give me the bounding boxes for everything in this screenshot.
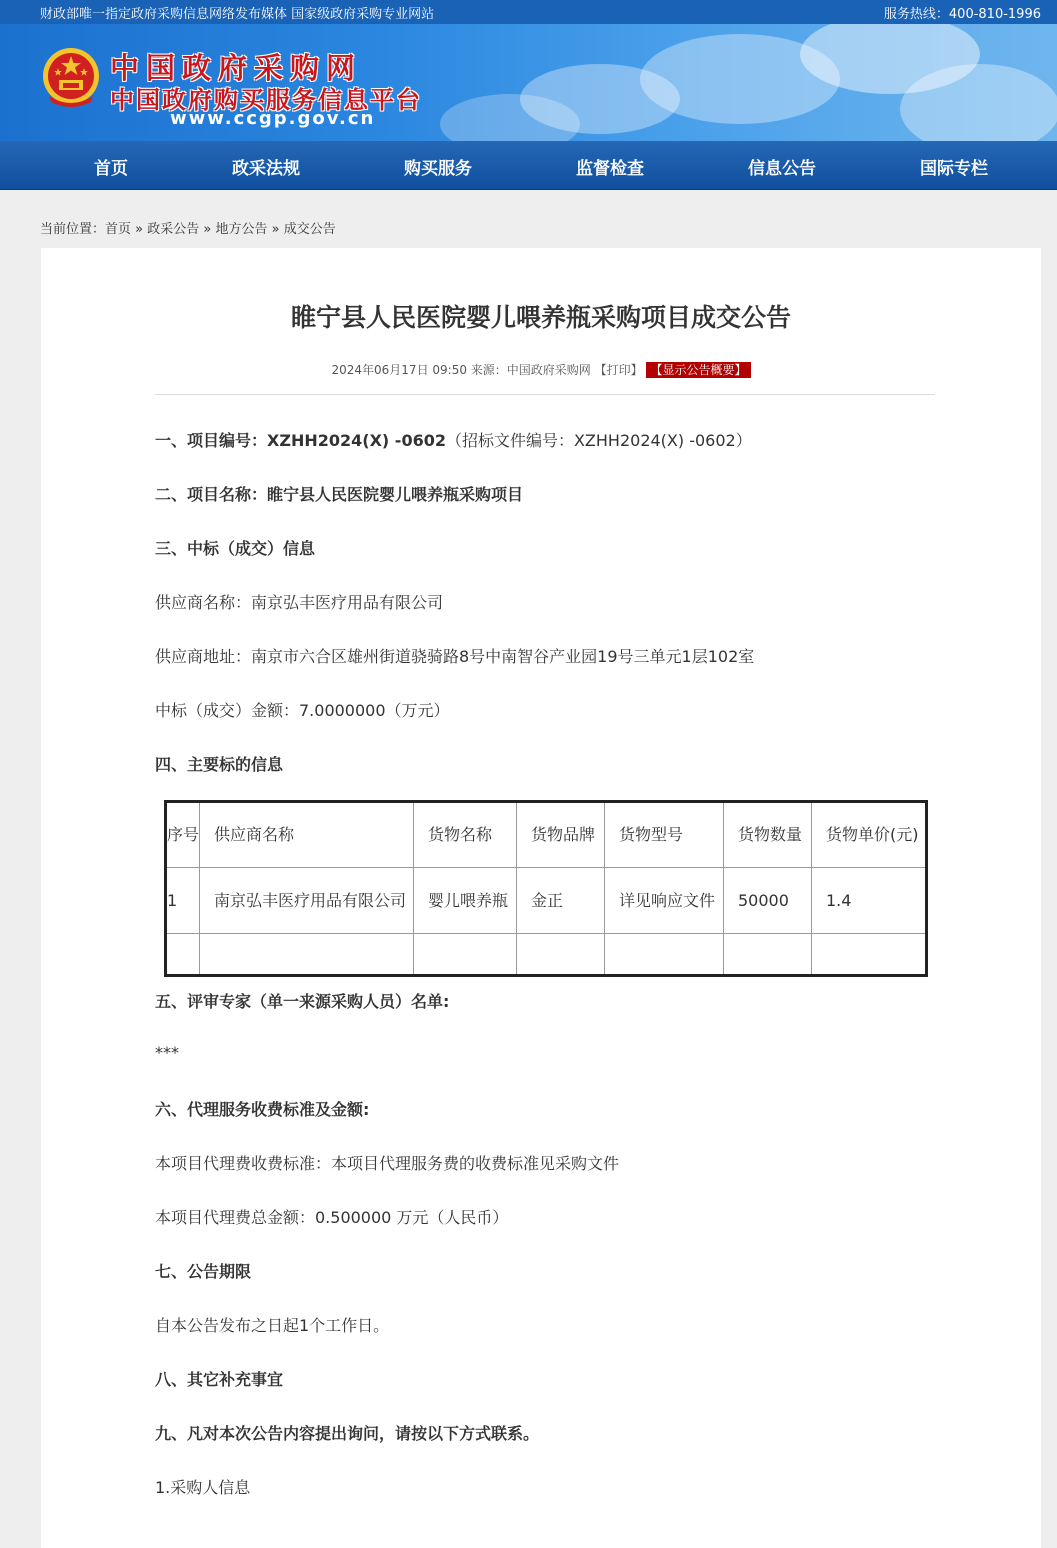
breadcrumb-local-notices[interactable]: 地方公告 xyxy=(215,222,268,237)
national-emblem-icon xyxy=(41,46,101,110)
site-logo-title[interactable]: 中国政府采购网 xyxy=(110,51,363,85)
article-source: 来源：中国政府采购网 xyxy=(470,363,591,377)
divider xyxy=(155,394,935,395)
purchaser-info-heading: 1.采购人信息 xyxy=(155,1478,251,1497)
breadcrumb-separator: » xyxy=(131,222,148,237)
section-project-name: 二、项目名称：睢宁县人民医院婴儿喂养瓶采购项目 xyxy=(155,485,524,504)
breadcrumb-procurement-notices[interactable]: 政采公告 xyxy=(147,222,200,237)
experts-list: *** xyxy=(155,1043,179,1062)
table-cell xyxy=(812,934,927,976)
table-header-cell: 供应商名称 xyxy=(200,802,414,868)
nav-item-supervision[interactable]: 监督检查 xyxy=(576,159,644,179)
nav-item-international[interactable]: 国际专栏 xyxy=(920,159,988,179)
table-cell xyxy=(605,934,724,976)
section-notice-period: 七、公告期限 xyxy=(155,1262,252,1281)
section-project-number xyxy=(155,428,752,451)
table-header-cell: 货物型号 xyxy=(605,802,724,868)
table-header-cell: 序号 xyxy=(166,802,200,868)
table-cell: 1.4 xyxy=(812,868,927,934)
table-header-row xyxy=(166,802,927,868)
table-header-cell: 货物名称 xyxy=(414,802,517,868)
table-header-cell: 货物单价(元) xyxy=(812,802,927,868)
breadcrumb xyxy=(40,218,336,237)
table-cell xyxy=(724,934,812,976)
project-number-value: XZHH2024(X) -0602 xyxy=(267,431,446,450)
site-slogan: 财政部唯一指定政府采购信息网络发布媒体 国家级政府采购专业网站 xyxy=(40,7,435,22)
publish-date: 2024年06月17日 09:50 xyxy=(331,363,467,377)
award-amount: 中标（成交）金额：7.0000000（万元） xyxy=(155,701,450,720)
service-hotline: 服务热线：400-810-1996 xyxy=(883,7,1041,22)
show-summary-button[interactable]: 【显示公告概要】 xyxy=(646,362,750,378)
nav-item-announcements[interactable]: 信息公告 xyxy=(748,159,816,179)
agency-fee-total: 本项目代理费总金额：0.500000 万元（人民币） xyxy=(155,1208,509,1227)
tender-doc-number: （招标文件编号：XZHH2024(X) -0602） xyxy=(445,431,752,450)
supplier-name: 供应商名称：南京弘丰医疗用品有限公司 xyxy=(155,593,444,612)
breadcrumb-separator: » xyxy=(199,222,216,237)
table-header-cell: 货物品牌 xyxy=(517,802,605,868)
section-agency-fee: 六、代理服务收费标准及金额: xyxy=(155,1100,370,1119)
nav-item-purchase-services[interactable]: 购买服务 xyxy=(404,159,472,179)
supplier-address: 供应商地址：南京市六合区雄州街道骁骑路8号中南智谷产业园19号三单元1层102室 xyxy=(155,647,755,666)
site-logo-subtitle: 中国政府购买服务信息平台 xyxy=(110,86,422,114)
site-banner xyxy=(0,24,1057,141)
section-award-info: 三、中标（成交）信息 xyxy=(155,539,316,558)
article-title: 睢宁县人民医院婴儿喂养瓶采购项目成交公告 xyxy=(290,303,791,332)
nav-item-regulations[interactable]: 政采法规 xyxy=(232,159,300,179)
breadcrumb-separator: » xyxy=(267,222,284,237)
table-cell: 1 xyxy=(166,868,200,934)
breadcrumb-prefix: 当前位置： xyxy=(40,222,106,237)
project-number-label: 一、项目编号： xyxy=(155,431,268,450)
table-cell xyxy=(200,934,414,976)
breadcrumb-award-notices[interactable]: 成交公告 xyxy=(283,222,336,237)
table-row-empty xyxy=(166,934,927,976)
main-nav xyxy=(0,141,1057,190)
table-cell xyxy=(166,934,200,976)
table-cell: 50000 xyxy=(724,868,812,934)
table-cell: 南京弘丰医疗用品有限公司 xyxy=(200,868,414,934)
section-main-items: 四、主要标的信息 xyxy=(155,755,284,774)
table-header-cell: 货物数量 xyxy=(724,802,812,868)
nav-item-home[interactable]: 首页 xyxy=(94,159,128,179)
table-cell: 婴儿喂养瓶 xyxy=(414,868,517,934)
table-cell: 金正 xyxy=(517,868,605,934)
items-table xyxy=(164,800,928,977)
section-other-matters: 八、其它补充事宜 xyxy=(155,1370,284,1389)
top-bar xyxy=(0,0,1057,24)
print-link[interactable]: 【打印】 xyxy=(594,363,643,377)
section-contact: 九、凡对本次公告内容提出询问，请按以下方式联系。 xyxy=(155,1424,540,1443)
table-row xyxy=(166,868,927,934)
agency-fee-standard: 本项目代理费收费标准：本项目代理服务费的收费标准见采购文件 xyxy=(155,1154,620,1173)
table-cell: 详见响应文件 xyxy=(605,868,724,934)
table-cell xyxy=(517,934,605,976)
section-review-experts: 五、评审专家（单一来源采购人员）名单: xyxy=(155,992,450,1011)
table-cell xyxy=(414,934,517,976)
site-url: www.ccgp.gov.cn xyxy=(170,108,376,129)
article-card xyxy=(41,248,1041,1548)
article-meta xyxy=(41,361,1041,378)
notice-period-text: 自本公告发布之日起1个工作日。 xyxy=(155,1316,390,1335)
breadcrumb-home[interactable]: 首页 xyxy=(105,222,132,237)
